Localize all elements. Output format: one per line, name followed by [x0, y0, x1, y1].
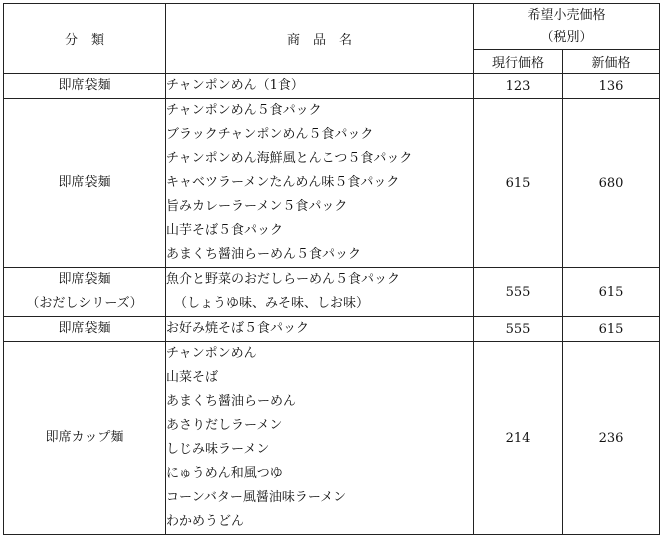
table-row	[4, 268, 660, 317]
product-name: 旨みカレーラーメン５食パック	[166, 199, 348, 214]
table-row	[4, 342, 660, 535]
new-price-cell: 680	[563, 99, 660, 268]
header-tax-note: （税別）	[540, 29, 593, 45]
product-name: コーンバター風醤油味ラーメン	[166, 490, 347, 505]
header-price	[474, 4, 660, 50]
product-cell	[166, 74, 474, 99]
category-cell: 即席袋麺	[4, 99, 166, 268]
product-name: しじみ味ラーメン	[166, 442, 270, 457]
product-name: 山芋そば５食パック	[166, 223, 284, 238]
category-cell: 即席カップ麺	[4, 342, 166, 535]
product-name: チャンポンめん	[166, 346, 257, 361]
current-price-cell: 555	[474, 268, 563, 317]
product-cell	[166, 99, 474, 268]
product-name: 山菜そば	[166, 370, 219, 385]
product-name: お好み焼そば５食パック	[166, 321, 310, 336]
table-row	[4, 317, 660, 342]
product-name: チャンポンめん（1食）	[166, 78, 304, 93]
product-name: キャベツラーメンたんめん味５食パック	[166, 175, 400, 190]
header-new-price: 新価格	[563, 50, 660, 74]
header-current-price: 現行価格	[474, 50, 563, 74]
product-cell	[166, 342, 474, 535]
new-price-cell: 236	[563, 342, 660, 535]
category-cell: 即席袋麺	[4, 317, 166, 342]
product-name: チャンポンめん海鮮風とんこつ５食パック	[166, 151, 413, 166]
product-name: あまくち醤油らーめん	[166, 394, 297, 409]
product-name: あさりだしラーメン	[166, 418, 283, 433]
current-price-cell: 555	[474, 317, 563, 342]
product-name: 魚介と野菜のおだしらーめん５食パック	[166, 272, 401, 287]
current-price-cell: 123	[474, 74, 563, 99]
product-name: あまくち醤油らーめん５食パック	[166, 247, 362, 262]
header-product: 商 品 名	[166, 4, 474, 74]
current-price-cell: 214	[474, 342, 563, 535]
current-price-cell: 615	[474, 99, 563, 268]
category-cell: 即席袋麺 （おだしシリーズ）	[4, 268, 166, 317]
table-row	[4, 74, 660, 99]
product-name: わかめうどん	[166, 514, 245, 529]
new-price-cell: 615	[563, 317, 660, 342]
price-table	[3, 3, 660, 535]
category-cell: 即席袋麺	[4, 74, 166, 99]
product-cell	[166, 268, 474, 317]
product-name: ブラックチャンポンめん５食パック	[166, 127, 374, 142]
product-variants: （しょうゆ味、みそ味、しお味）	[174, 296, 370, 311]
product-name: チャンポンめん５食パック	[166, 103, 322, 118]
header-category: 分 類	[4, 4, 166, 74]
table-row	[4, 99, 660, 268]
new-price-cell: 615	[563, 268, 660, 317]
product-name: にゅうめん和風つゆ	[166, 466, 283, 481]
header-price-title: 希望小売価格	[527, 7, 606, 23]
product-cell	[166, 317, 474, 342]
new-price-cell: 136	[563, 74, 660, 99]
